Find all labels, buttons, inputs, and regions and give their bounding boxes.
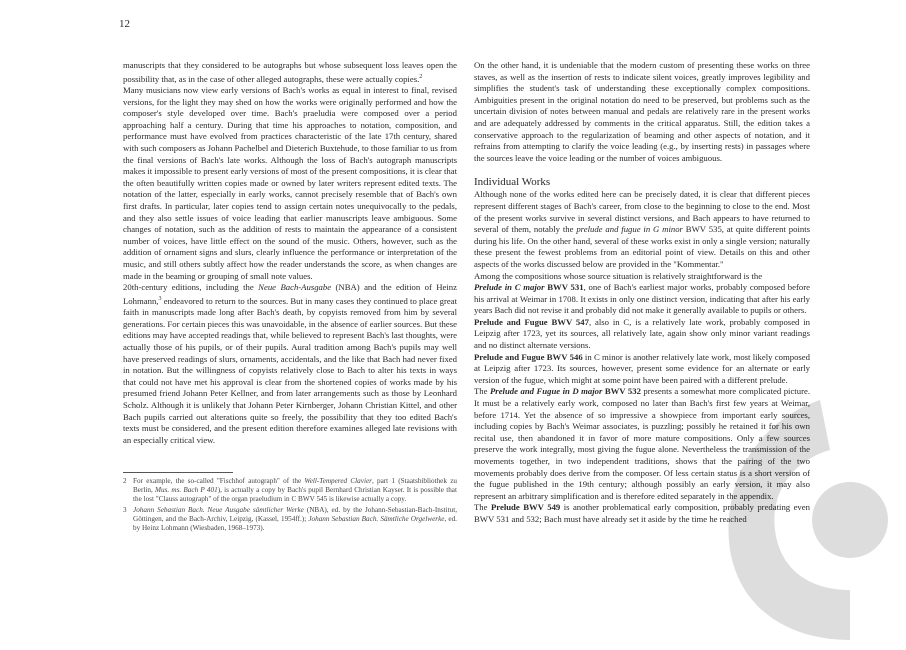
paragraph: manuscripts that they considered to be autographs but whose subsequent loss leaves open the possibility that, as in the case of other alleged autographs, these were actually copies.$^2$ <box>123 60 457 84</box>
watermark-icon <box>700 390 906 650</box>
paragraph: Among the compositions whose source situation is relatively straightforward is the Prelude in C major BWV 531, one of Bach's earliest major works, probably composed before his arrival at Weimar in 1708. It exists in only one distinct version, indicating that after his early years Bach did not revise it and probably did not make it generally available to pupils or others. <box>474 270 810 316</box>
paragraph: Prelude and Fugue BWV 546 in C minor is another relatively late work, most likely composed at Leipzig after 1723. Its sources, however, present some evidence for an alternate or early version of the fugue, which might at some point have been paired with a different prelude. <box>474 351 811 385</box>
footnote: 2 For example, the so-called "Fischhof autograph" of the Well-Tempered Clavier, part 1 (Staatsbibliothek zu Berlin, Mus. ms. Bach P 401), is actually a copy by Bach's pupil Bernhard Christian Kayser. It is possible that the lost "Clauss autograph" of the organ praeludium in C BWV 545 is likewise actually a copy. <box>123 477 457 504</box>
paragraph: The Prelude and Fugue in D major BWV 532 presents a somewhat more complicated picture. It must be a relatively early work, composed no later than Bach's first few years at Weimar, before 1714. Yet the absence of so impressive a showpiece from important early sources, including copies by Bach's Weimar associates, is puzzling; possibly he retained it for his own recital use, then abandoned it in favor of more mature compositions. Only a few sources preserve the work integrally, most giving the fugue alone. Nevertheless the transmission of the movements together, in two independent traditions, shows that the pairing of the two movements probably does derive from the composer. Of less certain status is a short version of the fugue published in the 19th century; although possibly an early version, it may also represent an arbitrary simplification and is therefore edited separately in the appendix. <box>474 386 810 501</box>
footnote: 3 Johann Sebastian Bach. Neue Ausgabe sämtlicher Werke (NBA), ed. by the Johann-Sebastian-Bach-Institut, Göttingen, and the Bach-Archiv, Leipzig, (Kassel, 1954ff.); Johann Sebastian Bach. Sämtliche Orgelwerke, ed. by Heinz Lohmann (Wiesbaden, 1968–1973). <box>123 505 458 533</box>
paragraph: Prelude and Fugue BWV 547, also in C, is a relatively late work, probably composed in Leipzig after 1723, yet its sources, all relatively late, again show only minor variant readings and no distinct alternate versions. <box>474 316 810 351</box>
footnote-ref: 3 <box>158 295 162 302</box>
page-number: 12 <box>119 18 130 30</box>
left-column <box>123 60 457 446</box>
paragraph: 20th-century editions, including the Neue Bach-Ausgabe (NBA) and the edition of Heinz Lohmann,$^3$ endeavored to return to the sources. But in many cases they continued to place great faith in manuscripts made long after Bach's death, by copyists removed from him by several generations. For certain pieces this was unavoidable, in the absence of earlier sources. But these editions may have accepted readings that, while believed to represent Bach's last thoughts, were actually those of his pupils, or of their pupils. Aural tradition among Bach's pupils may well have preserved readings of slurs, ornaments, accidentals, and the like that Bach had never fixed in notation. But the willingness of copyists relatively close to Bach to alter his texts in ways that could not have met his approval is clear from the shortened copies of works made by his presumed friend Johann Peter Kellner, and from later arrangements such as those by Leonhard Scholz. Although it is unlikely that Johann Peter Kirnberger, Johann Christian Kittel, and other Bach pupils carried out alterations quite so freely, the possibility that they too edited Bach's texts must be considered, and the present edition therefore examines alleged late revisions with an especially critical view. <box>123 282 457 445</box>
paragraph: On the other hand, it is undeniable that the modern custom of presenting these works on three staves, as well as the insertion of rests to indicate silent voices, greatly improves legibility and simplifies the student's task of understanding these exceptionally complex compositions. Ambiguities present in the original notation do need to be preserved, but problems such as the uncertain division of notes between manual and pedals are relatively rare in the present works and are adequately addressed by comments in the critical apparatus. Still, the edition takes a conservative approach to the regularization of beaming and other aspects of notation, and it refrains from attempting to clarify the voice leading (e.g., by inserting rests) in passages where the sources leave the voice leading or the number of voices ambiguous. <box>474 60 810 163</box>
footnote-rule <box>123 472 233 473</box>
paragraph: Although none of the works edited here can be precisely dated, it is clear that different pieces represent different stages of Bach's career, from close to the beginning to close to the end. Most of the present works survive in several distinct versions, and Bach appears to have returned to several of them, notably the prelude and fugue in G minor BWV 535, at quite different points during his life. On the other hand, several of these works exist in only a single version; naturally these present the fewest problems from an editorial point of view. Details on this and other aspects of the works discussed below are provided in the "Kommentar." <box>474 189 810 269</box>
footnote-ref: 2 <box>419 73 423 80</box>
section-heading: Individual Works <box>474 176 551 189</box>
paragraph: Many musicians now view early versions of Bach's works as equal in interest to final, revised versions, for the light they may shed on how the works were originally performed and how the composer's style developed over time. Bach's praeludia were composed over a period approaching half a century. During that time his approaches to notation, composition, and performance must have evolved from practices characteristic of the late 17th century, shared with such composers as Johann Pachelbel and Dieterich Buxtehude, to those familiar to us from the final versions of Bach's late works. Although the loss of Bach's autograph manuscripts makes it impossible to present early versions of most of the present compositions, it is clear that the often beautifully written copies made or owned by later writers represent edited texts. The notation of the latter, especially in early works, cannot precisely resemble that of Bach's own first drafts. In particular, later copies tend to assign certain notes unequivocally to the pedals, and they also settle issues of voice leading that earlier manuscripts leave ambiguous. Some changes of notation, such as the addition of rests to maintain the appearance of a consistent number of voices, have little effect on the sound of the music. Others, however, such as the addition of ornament signs and slurs, clearly influence the performance or interpretation of the music, and still others subtly affect how the reader understands the score, as when changes are made in the beaming or grouping of small note values. <box>123 85 457 281</box>
footnotes <box>123 477 457 534</box>
paragraph: The Prelude BWV 549 is another problematical early composition, probably predating even BWV 531 and 532; Bach must have already set it aside by the time he reached <box>474 502 810 524</box>
